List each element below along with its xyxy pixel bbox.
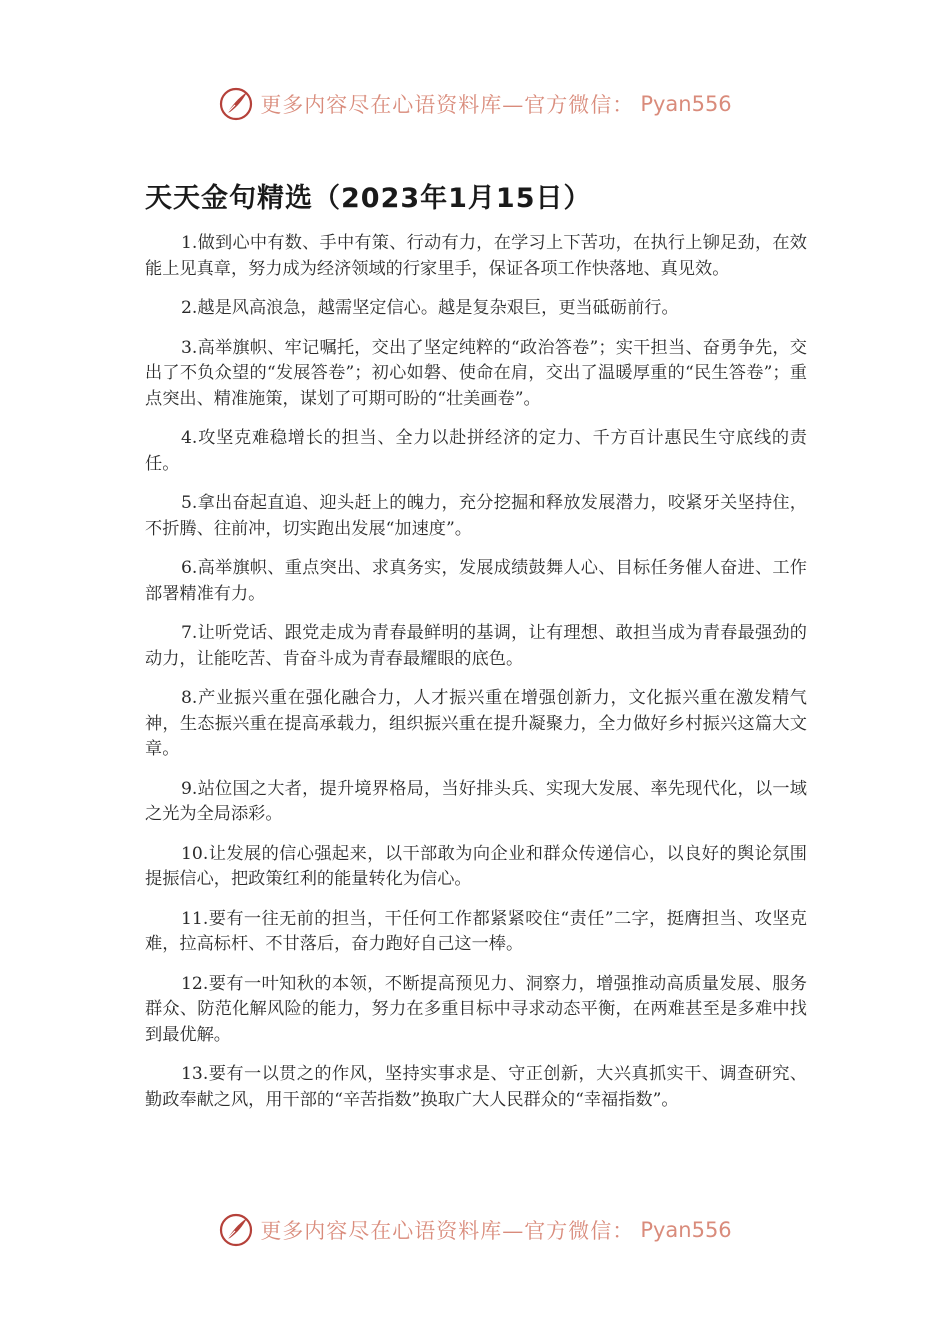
banner-text: 更多内容尽在心语资料库—官方微信： (260, 93, 635, 117)
document-body (145, 231, 807, 1127)
paragraph-13: 13.要有一以贯之的作风，坚持实事求是、守正创新，大兴真抓实干、调查研究、勤政奉献之风，用干部的“辛苦指数”换取广大人民群众的“幸福指数”。 (145, 1064, 807, 1110)
paragraph-12: 12.要有一叶知秋的本领，不断提高预见力、洞察力，增强推动高质量发展、服务群众、防范化解风险的能力，努力在多重目标中寻求动态平衡，在两难甚至是多难中找到最优解。 (145, 973, 807, 1045)
paragraph-6: 6.高举旗帜、重点突出、求真务实，发展成绩鼓舞人心、目标任务催人奋进、工作部署精准有力。 (145, 558, 807, 604)
paragraph-2: 2.越是风高浪急，越需坚定信心。越是复杂艰巨，更当砥砺前行。 (181, 298, 679, 318)
paragraph-9: 9.站位国之大者，提升境界格局，当好排头兵、实现大发展、率先现代化，以一域之光为全局添彩。 (145, 778, 807, 824)
paragraph-4: 4.攻坚克难稳增长的担当、全力以赴拼经济的定力、千方百计惠民生守底线的责任。 (145, 428, 807, 474)
footer-banner (0, 1210, 950, 1250)
paragraph-8: 8.产业振兴重在强化融合力，人才振兴重在增强创新力，文化振兴重在激发精气神，生态振兴重在提高承载力，组织振兴重在提升凝聚力，全力做好乡村振兴这篇大文章。 (145, 688, 807, 759)
paragraph-11: 11.要有一往无前的担当，干任何工作都紧紧咬住“责任”二字，挺膺担当、攻坚克难，拉高标杆、不甘落后，奋力跑好自己这一棒。 (145, 908, 807, 954)
paragraph-1: 1.做到心中有数、手中有策、行动有力，在学习上下苦功，在执行上铆足劲，在效能上见真章，努力成为经济领域的行家里手，保证各项工作快落地、真见效。 (145, 233, 807, 279)
paragraph-7: 7.让听党话、跟党走成为青春最鲜明的基调，让有理想、敢担当成为青春最强劲的动力，让能吃苦、肯奋斗成为青春最耀眼的底色。 (145, 623, 807, 669)
header-banner (0, 84, 950, 124)
banner-text: 更多内容尽在心语资料库—官方微信： (260, 1219, 635, 1243)
paragraph-5: 5.拿出奋起直追、迎头赶上的魄力，充分挖掘和释放发展潜力，咬紧牙关坚持住，不折腾、往前冲，切实跑出发展“加速度”。 (145, 493, 807, 539)
page-title: 天天金句精选（2023年1月15日） (145, 183, 592, 214)
pen-feather-logo-icon (218, 1212, 254, 1248)
paragraph-3: 3.高举旗帜、牢记嘱托，交出了坚定纯粹的“政治答卷”；实干担当、奋勇争先，交出了不负众望的“发展答卷”；初心如磐、使命在肩，交出了温暖厚重的“民生答卷”；重点突出、精准施策，谋划了可期可盼的“壮美画卷”。 (145, 337, 807, 409)
paragraph-10: 10.让发展的信心强起来，以干部敢为向企业和群众传递信心，以良好的舆论氛围提振信心，把政策红利的能量转化为信心。 (145, 843, 807, 889)
pen-feather-logo-icon (218, 86, 254, 122)
banner-wechat-id: Pyan556 (640, 1218, 732, 1242)
banner-wechat-id: Pyan556 (640, 92, 732, 116)
